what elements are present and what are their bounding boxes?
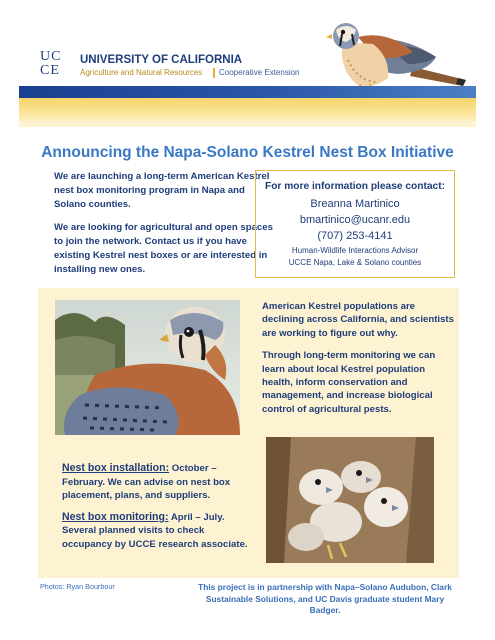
kestrel-chicks-photo: [266, 437, 434, 563]
contact-role: Human-Wildlife Interactions Advisor: [291, 246, 419, 255]
org-title: UNIVERSITY OF CALIFORNIA: [80, 54, 243, 66]
contact-name: Breanna Martinico: [310, 198, 400, 210]
decline-text: [262, 300, 454, 425]
header-gold-stripe: [19, 98, 476, 124]
decline-paragraph-2: Through long-term monitoring we can learn about local Kestrel population health, inform conservation and management, and increase biological control of agricultural pests.: [262, 350, 436, 415]
header-blue-stripe: [19, 86, 476, 98]
page-title: Announcing the Napa-Solano Kestrel Nest Box Initiative: [41, 144, 454, 161]
kestrel-photo: [55, 300, 240, 435]
contact-heading: For more information please contact:: [264, 181, 445, 192]
contact-org: UCCE Napa, Lake & Solano counties: [288, 258, 422, 267]
intro-text: [54, 170, 274, 286]
header-divider: [213, 68, 215, 78]
nestbox-text: [62, 462, 252, 560]
contact-phone[interactable]: (707) 253-4141: [317, 230, 393, 242]
intro-paragraph-2: We are looking for agricultural and open spaces to join the network. Contact us if you have existing Kestrel nest boxes or are interested in installing new ones.: [54, 222, 273, 275]
installation-label: Nest box installation:: [62, 462, 170, 474]
header-pale-stripe: [19, 124, 476, 127]
contact-box: [255, 170, 455, 278]
installation-paragraph: [62, 462, 252, 503]
ucce-logo: [40, 50, 72, 82]
monitoring-paragraph: [62, 511, 252, 552]
decline-paragraph-1: American Kestrel populations are declining across California, and scientists are working to figure out why.: [262, 301, 454, 339]
photo-credit: Photos: Ryan Bourbour: [40, 582, 115, 591]
cooperative-extension: Cooperative Extension: [219, 68, 300, 77]
kestrel-illustration: [318, 12, 468, 97]
monitoring-text: April – July. Several planned visits to check occupancy by UCCE research associate.: [62, 511, 248, 550]
monitoring-label: Nest box monitoring:: [62, 510, 169, 523]
org-subtitle: Agriculture and Natural Resources: [80, 68, 203, 77]
logo-ce: CE: [40, 63, 60, 78]
logo-uc: UC: [40, 49, 62, 64]
installation-text: October – February. We can advise on nest box placement, plans, and suppliers.: [62, 463, 231, 502]
contact-email[interactable]: bmartinico@ucanr.edu: [299, 214, 411, 226]
partnership-note: This project is in partnership with Napa–Solano Audubon, Clark Sustainable Solutions, and UC Davis graduate student Mary Badger.: [198, 582, 452, 615]
intro-paragraph-1: We are launching a long-term American Kestrel nest box monitoring program in Napa and Solano counties.: [54, 171, 270, 210]
